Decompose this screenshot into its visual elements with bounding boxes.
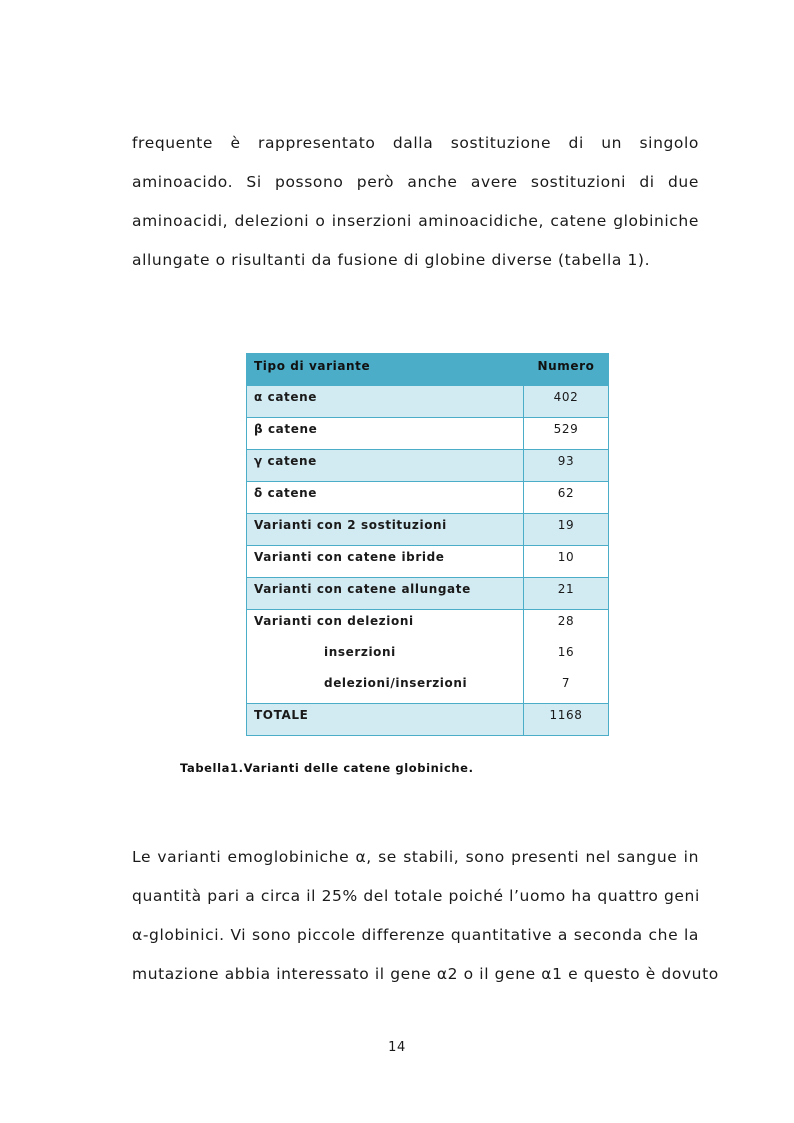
row-label: γ catene xyxy=(247,450,524,482)
row-label: Varianti con catene ibride xyxy=(247,546,524,578)
table-row xyxy=(247,418,609,450)
row-value: 1168 xyxy=(524,704,609,736)
table-row xyxy=(247,672,609,704)
row-label: Varianti con delezioni xyxy=(247,610,524,642)
table-row xyxy=(247,514,609,546)
column-header-number: Numero xyxy=(524,354,609,386)
table-row xyxy=(247,450,609,482)
table-row xyxy=(247,482,609,514)
table-header-row xyxy=(247,354,609,386)
table-row xyxy=(247,578,609,610)
variants-table xyxy=(246,353,609,736)
row-label: α catene xyxy=(247,386,524,418)
table-caption: Tabella1.Varianti delle catene globiniche. xyxy=(180,761,474,775)
page-number: 14 xyxy=(388,1040,406,1055)
table-row xyxy=(247,641,609,672)
row-value: 93 xyxy=(524,450,609,482)
row-value: 529 xyxy=(524,418,609,450)
row-value: 10 xyxy=(524,546,609,578)
row-label: δ catene xyxy=(247,482,524,514)
text-line: α-globinici. Vi sono piccole differenze quantitative a seconda che la xyxy=(132,926,699,944)
text-line: aminoacido. Si possono però anche avere sostituzioni di due xyxy=(132,173,699,191)
row-label: Varianti con catene allungate xyxy=(247,578,524,610)
text-line: Le varianti emoglobiniche α, se stabili, sono presenti nel sangue in xyxy=(132,848,699,866)
table-row-total xyxy=(247,704,609,736)
text-line: allungate o risultanti da fusione di globine diverse (tabella 1). xyxy=(132,251,651,269)
row-label: Varianti con 2 sostituzioni xyxy=(247,514,524,546)
table-row xyxy=(247,610,609,642)
row-value: 28 xyxy=(524,610,609,642)
table-row xyxy=(247,546,609,578)
row-value: 21 xyxy=(524,578,609,610)
text-line: mutazione abbia interessato il gene α2 o il gene α1 e questo è dovuto xyxy=(132,965,719,983)
row-value: 402 xyxy=(524,386,609,418)
row-label: delezioni/inserzioni xyxy=(247,672,524,704)
text-line: quantità pari a circa il 25% del totale poiché l’uomo ha quattro geni xyxy=(132,887,700,905)
row-value: 19 xyxy=(524,514,609,546)
text-line: aminoacidi, delezioni o inserzioni aminoacidiche, catene globiniche xyxy=(132,212,699,230)
row-value: 7 xyxy=(524,672,609,704)
body-paragraph-top xyxy=(132,124,699,280)
text-line: frequente è rappresentato dalla sostituzione di un singolo xyxy=(132,134,699,152)
row-label: inserzioni xyxy=(247,641,524,672)
column-header-type: Tipo di variante xyxy=(247,354,524,386)
row-label: β catene xyxy=(247,418,524,450)
body-paragraph-bottom xyxy=(132,838,719,994)
table-row xyxy=(247,386,609,418)
row-label: TOTALE xyxy=(247,704,524,736)
row-value: 16 xyxy=(524,641,609,672)
row-value: 62 xyxy=(524,482,609,514)
